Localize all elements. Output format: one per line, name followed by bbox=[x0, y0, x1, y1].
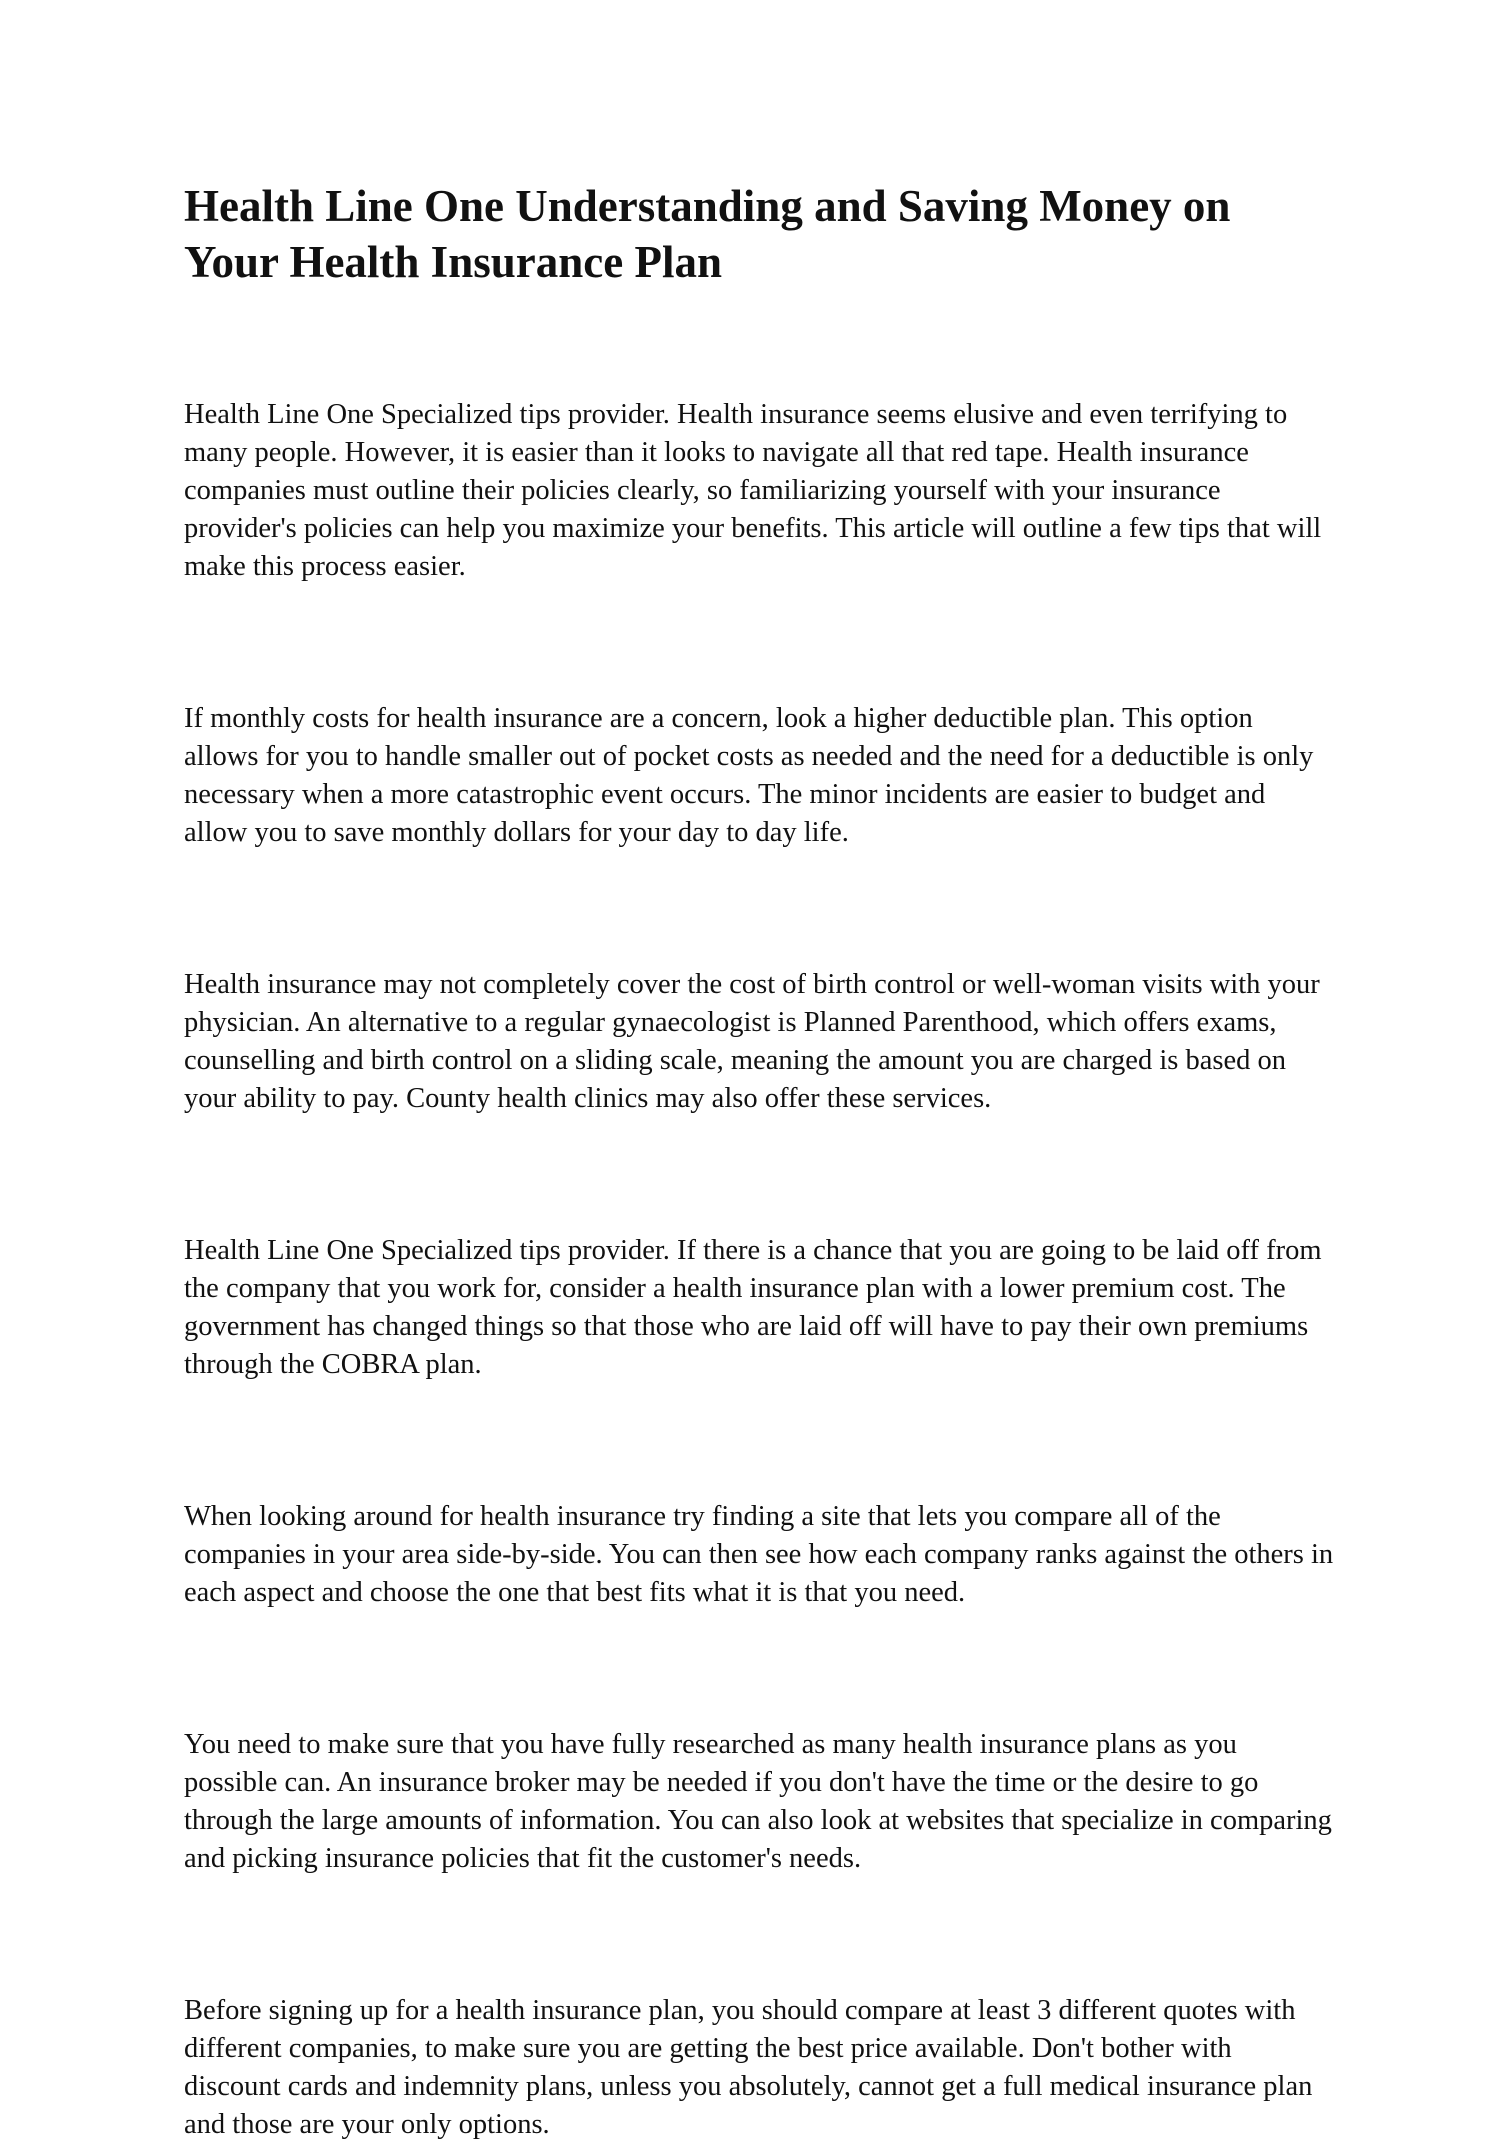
paragraph-6: You need to make sure that you have fully researched as many health insurance plans as you possible can. An insurance broker may be needed if you don't have the time or the desire to go through the large amounts of information. You can also look at websites that specialize in comparing and picking insurance policies that fit the customer's needs. bbox=[184, 1729, 1332, 1874]
paragraph-1: Health Line One Specialized tips provider. Health insurance seems elusive and even terrifying to many people. However, it is easier than it looks to navigate all that red tape. Health insurance companies must outline their policies clearly, so familiarizing yourself with your insurance provider's policies can help you maximize your benefits. This article will outline a few tips that will make this process easier. bbox=[184, 399, 1322, 582]
document-title: Health Line One Understanding and Saving Money on Your Health Insurance Plan bbox=[184, 181, 1231, 287]
document-content bbox=[184, 178, 1334, 2144]
paragraph-2: If monthly costs for health insurance are a concern, look a higher deductible plan. This option allows for you to handle smaller out of pocket costs as needed and the need for a deductible is only necessary when a more catastrophic event occurs. The minor incidents are easier to budget and allow you to save monthly dollars for your day to day life. bbox=[184, 703, 1314, 848]
paragraph-4: Health Line One Specialized tips provider. If there is a chance that you are going to be laid off from the company that you work for, consider a health insurance plan with a lower premium cost. The government has changed things so that those who are laid off will have to pay their own premiums through the COBRA plan. bbox=[184, 1235, 1322, 1380]
paragraph-3: Health insurance may not completely cover the cost of birth control or well-woman visits with your physician. An alternative to a regular gynaecologist is Planned Parenthood, which offers exams, counselling and birth control on a sliding scale, meaning the amount you are charged is based on your ability to pay. County health clinics may also offer these services. bbox=[184, 969, 1320, 1114]
paragraph-5: When looking around for health insurance try finding a site that lets you compare all of the companies in your area side-by-side. You can then see how each company ranks against the others in each aspect and choose the one that best fits what it is that you need. bbox=[184, 1501, 1334, 1608]
paragraph-7: Before signing up for a health insurance plan, you should compare at least 3 different quotes with different companies, to make sure you are getting the best price available. Don't bother with discount cards and indemnity plans, unless you absolutely, cannot get a full medical insurance plan and those are your only options. bbox=[184, 1995, 1313, 2140]
